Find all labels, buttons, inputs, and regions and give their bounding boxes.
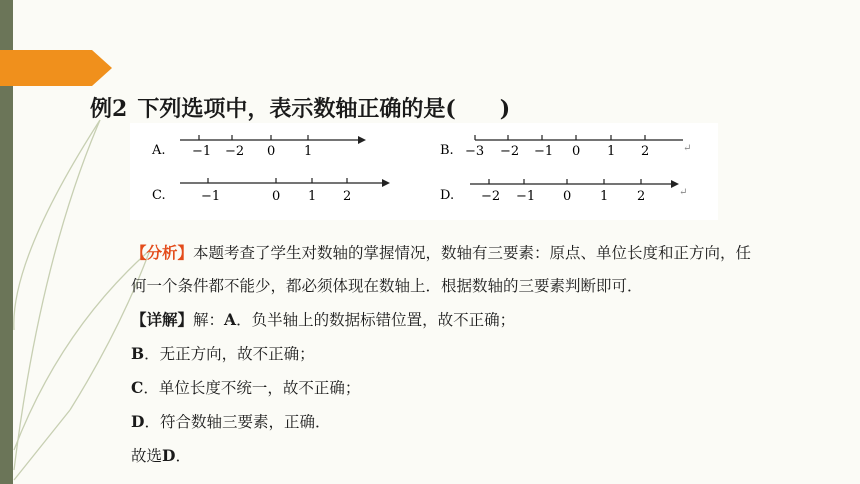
option-a-tick-label: 0	[267, 144, 276, 159]
explanation-text: ．符合数轴三要素，正确．	[144, 413, 331, 431]
option-c	[152, 178, 390, 204]
analysis-line-2: 何一个条件都不能少，都必须体现在数轴上．根据数轴的三要素判断即可．	[131, 277, 643, 295]
explanation-tag: 【详解】	[131, 310, 194, 329]
question-heading	[90, 92, 510, 123]
option-b-tick-label: 0	[572, 144, 581, 159]
option-d-letter: D.	[440, 188, 455, 203]
option-a	[151, 135, 366, 159]
option-b-tick-label: −3	[465, 144, 485, 159]
option-b-letter: B.	[440, 143, 454, 158]
analysis-tag: 【分析】	[131, 243, 194, 262]
explanation-line-d	[131, 405, 841, 439]
option-d-tick-label: −1	[516, 189, 536, 204]
example-label: 例2	[90, 96, 128, 122]
answer-letter: D	[162, 446, 176, 465]
option-c-tick-label: 2	[343, 189, 352, 204]
option-b	[440, 135, 691, 159]
option-a-tick-label: −1	[192, 144, 212, 159]
explanation-text: ．单位长度不统一，故不正确；	[143, 379, 361, 397]
explanation-line-c	[131, 371, 841, 405]
option-a-tick-label: 1	[304, 144, 313, 159]
option-letter: D	[131, 412, 145, 431]
return-mark: ↵	[679, 187, 688, 198]
analysis-text: 本题考查了学生对数轴的掌握情况，数轴有三要素：原点、单位长度和正方向，任	[193, 244, 752, 262]
option-b-tick-label: 2	[641, 144, 650, 159]
analysis-line-1	[131, 236, 841, 270]
option-a-tick-label: −2	[225, 144, 245, 159]
option-letter: A	[224, 310, 237, 329]
option-letter: C	[131, 378, 144, 397]
option-d-tick-label: 1	[600, 189, 609, 204]
option-d-tick-label: 2	[637, 189, 646, 204]
option-b-tick-label: −2	[500, 144, 520, 159]
explanation-prefix: 解：	[193, 311, 225, 329]
number-line-options-figure	[130, 123, 718, 220]
option-a-letter: A.	[152, 143, 166, 158]
explanation-text: ．负半轴上的数据标错位置，故不正确；	[236, 311, 516, 329]
conclusion-line	[131, 439, 841, 473]
explanation-line-a	[131, 303, 841, 337]
return-mark: ↵	[683, 143, 692, 154]
option-d-tick-label: 0	[563, 189, 572, 204]
conclusion-prefix: 故选	[131, 447, 163, 465]
option-b-tick-label: 1	[607, 144, 616, 159]
option-d-tick-label: −2	[481, 189, 501, 204]
question-prompt: 下列选项中，表示数轴正确的是( )	[137, 96, 511, 122]
option-c-tick-label: 0	[272, 189, 281, 204]
option-c-letter: C.	[152, 188, 166, 203]
option-c-tick-label: 1	[308, 189, 317, 204]
explanation-line-b	[131, 337, 841, 371]
solution-text	[131, 236, 841, 473]
option-c-tick-label: −1	[201, 189, 221, 204]
option-letter: B	[131, 344, 145, 363]
explanation-text: ．无正方向，故不正确；	[144, 345, 315, 363]
conclusion-end: ．	[175, 447, 191, 465]
option-d	[440, 179, 687, 204]
section-tab-marker	[0, 50, 112, 86]
option-b-tick-label: −1	[534, 144, 554, 159]
